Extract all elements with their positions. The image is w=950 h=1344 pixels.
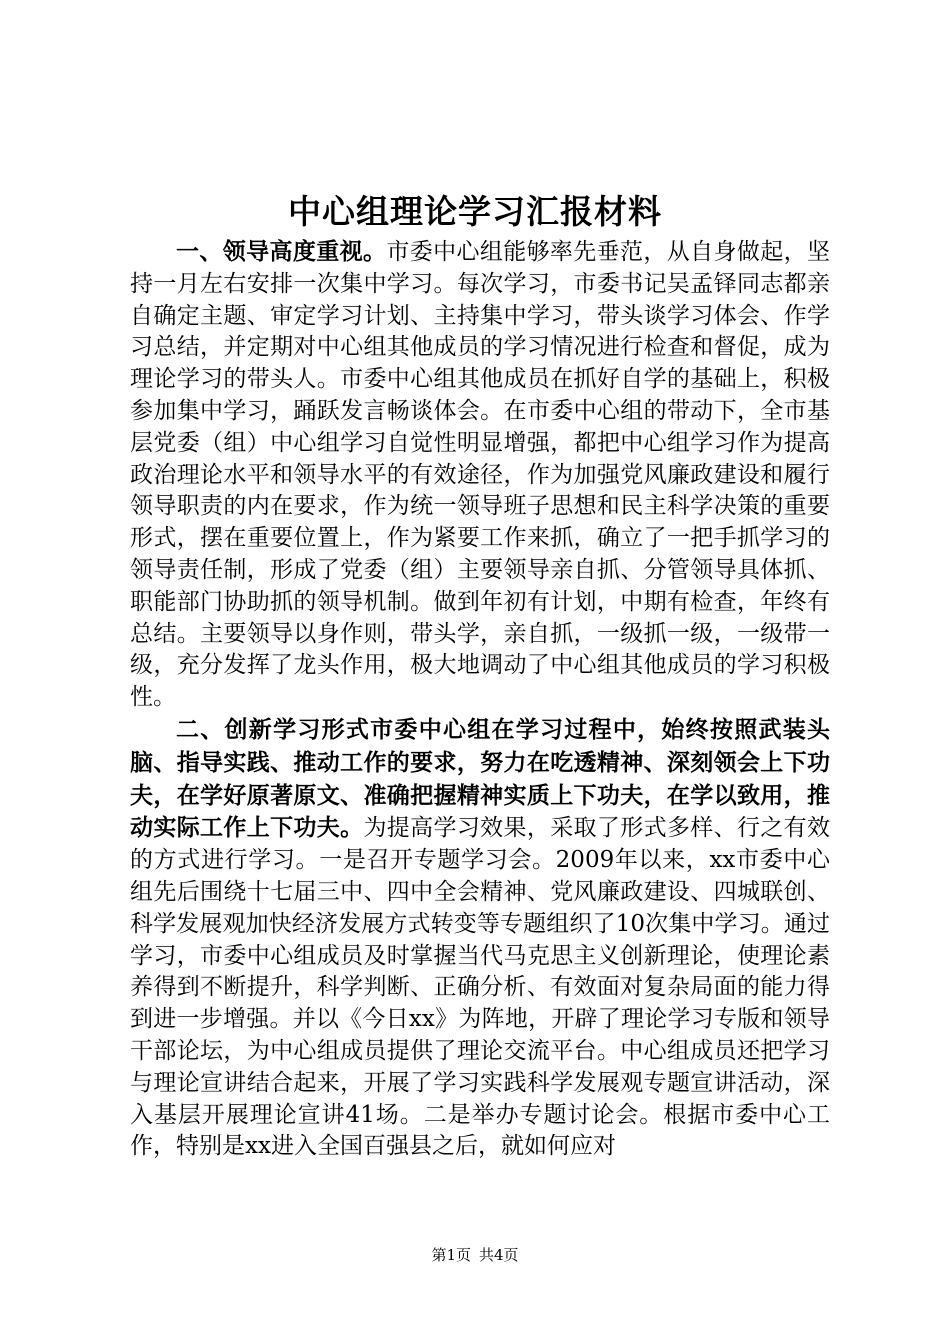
paragraph-1-heading: 一、领导高度重视。	[176, 238, 387, 265]
paragraph-2-text: 为提高学习效果，采取了形式多样、行之有效的方式进行学习。一是召开专题学习会。2009年以来，xx市委中心组先后围绕十七届三中、四中全会精神、党风廉政建设、四城联创、科学发展观加快经济发展方式转变等专题组织了10次集中学习。通过学习，市委中心组成员及时掌握当代马克思主义创新理论，使理论素养得到不断提升，科学判断、正确分析、有效面对复杂局面的能力得到进一步增强。并以《今日xx》为阵地，开辟了理论学习专版和领导干部论坛，为中心组成员提供了理论交流平台。中心组成员还把学习与理论宣讲结合起来，开展了学习实践科学发展观专题宣讲活动，深入基层开展理论宣讲41场。二是举办专题讨论会。根据市委中心工作，特别是xx进入全国百强县之后，就如何应对	[130, 815, 831, 1160]
page-number: 第1页	[431, 1246, 471, 1264]
document-title: 中心组理论学习汇报材料	[288, 192, 662, 231]
paragraph-2	[130, 714, 830, 1163]
paragraph-1	[130, 236, 830, 714]
paragraph-2-heading: 二、创新学习形式市委中心组在学习过程中，始终按照武装头脑、指导实践、推动工作的要求，努力在吃透精神、深刻领会上下功夫，在学好原著原文、准确把握精神实质上下功夫，在学以致用，推动实际工作上下功夫。	[130, 715, 830, 842]
page-total: 共4页	[479, 1246, 519, 1264]
document-body	[130, 236, 830, 1163]
page-footer	[0, 1244, 950, 1265]
paragraph-1-text: 市委中心组能够率先垂范，从自身做起，坚持一月左右安排一次集中学习。每次学习，市委书记吴孟铎同志都亲自确定主题、审定学习计划、主持集中学习，带头谈学习体会、作学习总结，并定期对中心组其他成员的学习情况进行检查和督促，成为理论学习的带头人。市委中心组其他成员在抓好自学的基础上，积极参加集中学习，踊跃发言畅谈体会。在市委中心组的带动下，全市基层党委（组）中心组学习自觉性明显增强，都把中心组学习作为提高政治理论水平和领导水平的有效途径，作为加强党风廉政建设和履行领导职责的内在要求，作为统一领导班子思想和民主科学决策的重要形式，摆在重要位置上，作为紧要工作来抓，确立了一把手抓学习的领导责任制，形成了党委（组）主要领导亲自抓、分管领导具体抓、职能部门协助抓的领导机制。做到年初有计划，中期有检查，年终有总结。主要领导以身作则，带头学，亲自抓，一级抓一级，一级带一级，充分发挥了龙头作用，极大地调动了中心组其他成员的学习积极性。	[130, 239, 831, 711]
